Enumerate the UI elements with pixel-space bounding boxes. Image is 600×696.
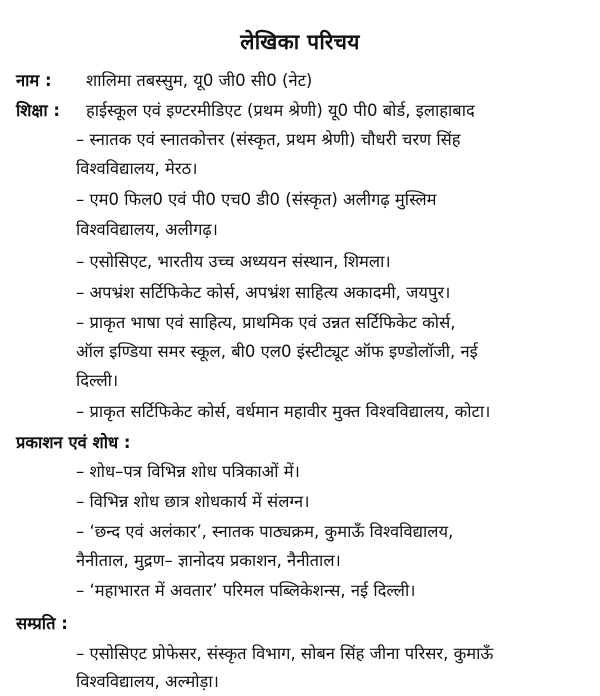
education-line: ऑल इण्डिया समर स्कूल, बी0 एल0 इंस्टीट्यूट ऑफ इण्डोलॉजी, नई [76, 342, 478, 361]
education-line: हाईस्कूल एवं इण्टरमीडिएट (प्रथम श्रेणी) यू0 पी0 बोर्ड, इलाहाबाद [86, 101, 475, 120]
education-line: – प्राकृत भाषा एवं साहित्य, प्राथमिक एवं उन्नत सर्टिफिकेट कोर्स, [76, 313, 456, 332]
publication-line: – ‘महाभारत में अवतार’ परिमल पब्लिकेशन्स, नई दिल्ली। [76, 581, 416, 600]
education-label: शिक्षा : [16, 101, 60, 120]
page-title: लेखिका परिचय [240, 30, 360, 54]
name-label: नाम : [16, 71, 52, 90]
education-line: – एम0 फिल0 एवं पी0 एच0 डी0 (संस्कृत) अलीगढ़ मुस्लिम [76, 190, 437, 209]
education-line: – अपभ्रंश सर्टिफिकेट कोर्स, अपभ्रंश साहित्य अकादमी, जयपुर। [76, 283, 451, 302]
education-line: – एसोसिएट, भारतीय उच्च अध्ययन संस्थान, शिमला। [76, 252, 391, 271]
publication-line: – शोध–पत्र विभिन्न शोध पत्रिकाओं में। [76, 462, 300, 481]
name-value: शालिमा तबस्सुम, यू0 जी0 सी0 (नेट) [86, 71, 313, 90]
education-line: दिल्ली। [76, 371, 119, 390]
current-position-line: – एसोसिएट प्रोफेसर, संस्कृत विभाग, सोबन सिंह जीना परिसर, कुमाऊँ [76, 644, 494, 663]
education-line: विश्वविद्यालय, अलीगढ़। [76, 220, 218, 239]
publication-line: नैनीताल, मुद्रण– ज्ञानोदय प्रकाशन, नैनीताल। [76, 551, 341, 570]
education-line: विश्वविद्यालय, मेरठ। [76, 159, 198, 178]
publication-line: – विभिन्न शोध छात्र शोधकार्य में संलग्न। [76, 492, 310, 511]
education-line: – प्राकृत सर्टिफिकेट कोर्स, वर्धमान महावीर मुक्त विश्वविद्यालय, कोटा। [76, 402, 491, 421]
publication-line: – ‘छन्द एवं अलंकार’, स्नातक पाठ्यक्रम, कुमाऊँ विश्वविद्यालय, [76, 522, 454, 541]
current-position-label: सम्प्रति : [16, 614, 68, 633]
publications-label: प्रकाशन एवं शोध : [16, 433, 131, 452]
current-position-line: विश्वविद्यालय, अल्मोड़ा। [76, 672, 219, 691]
education-line: – स्नातक एवं स्नातकोत्तर (संस्कृत, प्रथम श्रेणी) चौधरी चरण सिंह [76, 130, 461, 149]
